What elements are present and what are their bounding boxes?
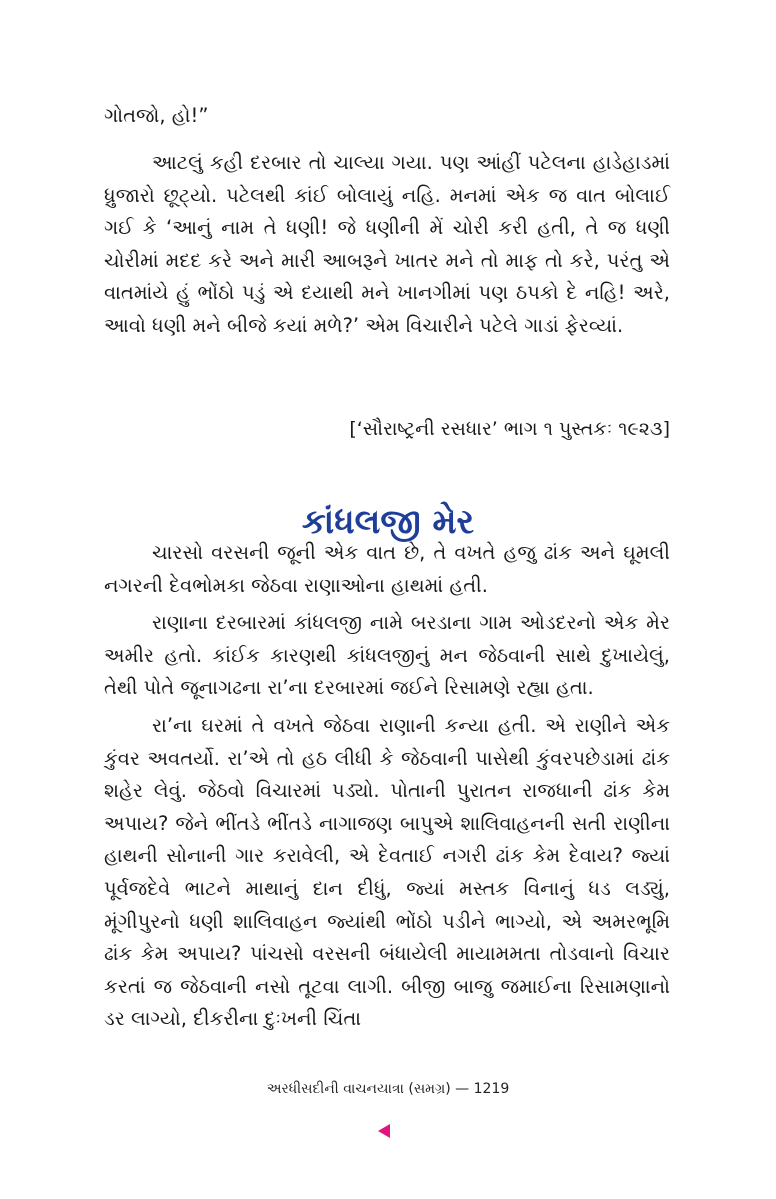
- source-citation: [‘સૌરાષ્ટ્રની રસધાર’ ભાગ ૧ પુસ્તકઃ ૧૯૨૩]: [349, 418, 670, 440]
- story-title: કાંધલજી મેર: [301, 501, 475, 542]
- previous-story-paragraph: [104, 147, 670, 343]
- story-paragraph-1: ચારસો વરસની જૂની એક વાત છે, તે વખતે હજુ ઢાંક અને ઘૂમલી નગરની દેવભોમકા જેઠવા રાણાઓના હાથમાં હતી.: [104, 541, 670, 597]
- previous-page-arrow-icon[interactable]: [378, 1124, 390, 1138]
- story-paragraph-2: રાણાના દરબારમાં કાંધલજી નામે બરડાના ગામ ઓડદરનો એક મેર અમીર હતો. કાંઈક કારણથી કાંધલજીનું મન જેઠવાની સાથે દુખાયેલું, તેથી પોતે જૂનાગઢના રા’ના દરબારમાં જઈને રિસામણે રહ્યા હતા.: [104, 611, 670, 700]
- story-body: [104, 537, 670, 1036]
- continuation-text: ગોતજો, હો!”: [104, 104, 209, 127]
- continuation-line: [104, 100, 670, 133]
- page-footer: અરધીસદીની વાચનયાત્રા (સમગ્ર) — 1219: [266, 1081, 510, 1097]
- story-paragraph-3: રા’ના ઘરમાં તે વખતે જેઠવા રાણાની કન્યા હતી. એ રાણીને એક કુંવર અવતર્યો. રા’એ તો હઠ લીધી કે જેઠવાની પાસેથી કુંવરપછેડામાં ઢાંક શહેર લેવું. જેઠવો વિચારમાં પડ્યો. પોતાની પુરાતન રાજધાની ઢાંક કેમ અપાય? જેને ભીંતડે ભીંતડે નાગાજણ બાપુએ શાલિવાહનની સતી રાણીના હાથની સોનાની ગાર કરાવેલી, એ દેવતાઈ નગરી ઢાંક કેમ દેવાય? જ્યાં પૂર્વજદેવે ભાટને માથાનું દાન દીધું, જ્યાં મસ્તક વિનાનું ધડ લડ્યું, મૂંગીપુરનો ધણી શાલિવાહન જ્યાંથી ભોંઠો પડીને ભાગ્યો, એ અમરભૂમિ ઢાંક કેમ અપાય? પાંચસો વરસની બંધાયેલી માયામમતા તોડવાનો વિચાર કરતાં જ જેઠવાની નસો તૂટવા લાગી. બીજી બાજુ જમાઈના રિસામણાનો ડર લાગ્યો, દીકરીના દુઃખની ચિંતા: [104, 713, 670, 1031]
- paragraph-text: આટલું કહી દરબાર તો ચાલ્યા ગયા. પણ આંહીં પટેલના હાડેહાડમાં ધ્રુજારો છૂટ્યો. પટેલથી કાંઈ બોલાયું નહિ. મનમાં એક જ વાત બોલાઈ ગઈ કે ‘આનું નામ તે ધણી! જે ધણીની મેં ચોરી કરી હતી, તે જ ધણી ચોરીમાં મદદ કરે અને મારી આબરૂને ખાતર મને તો માફ તો કરે, પરંતુ એ વાતમાંયે હું ભોંઠો પડું એ દયાથી મને ખાનગીમાં પણ ઠપકો દે નહિ! અરે, આવો ધણી મને બીજે કયાં મળે?’ એમ વિચારીને પટેલે ગાડાં ફેરવ્યાં.: [104, 151, 670, 337]
